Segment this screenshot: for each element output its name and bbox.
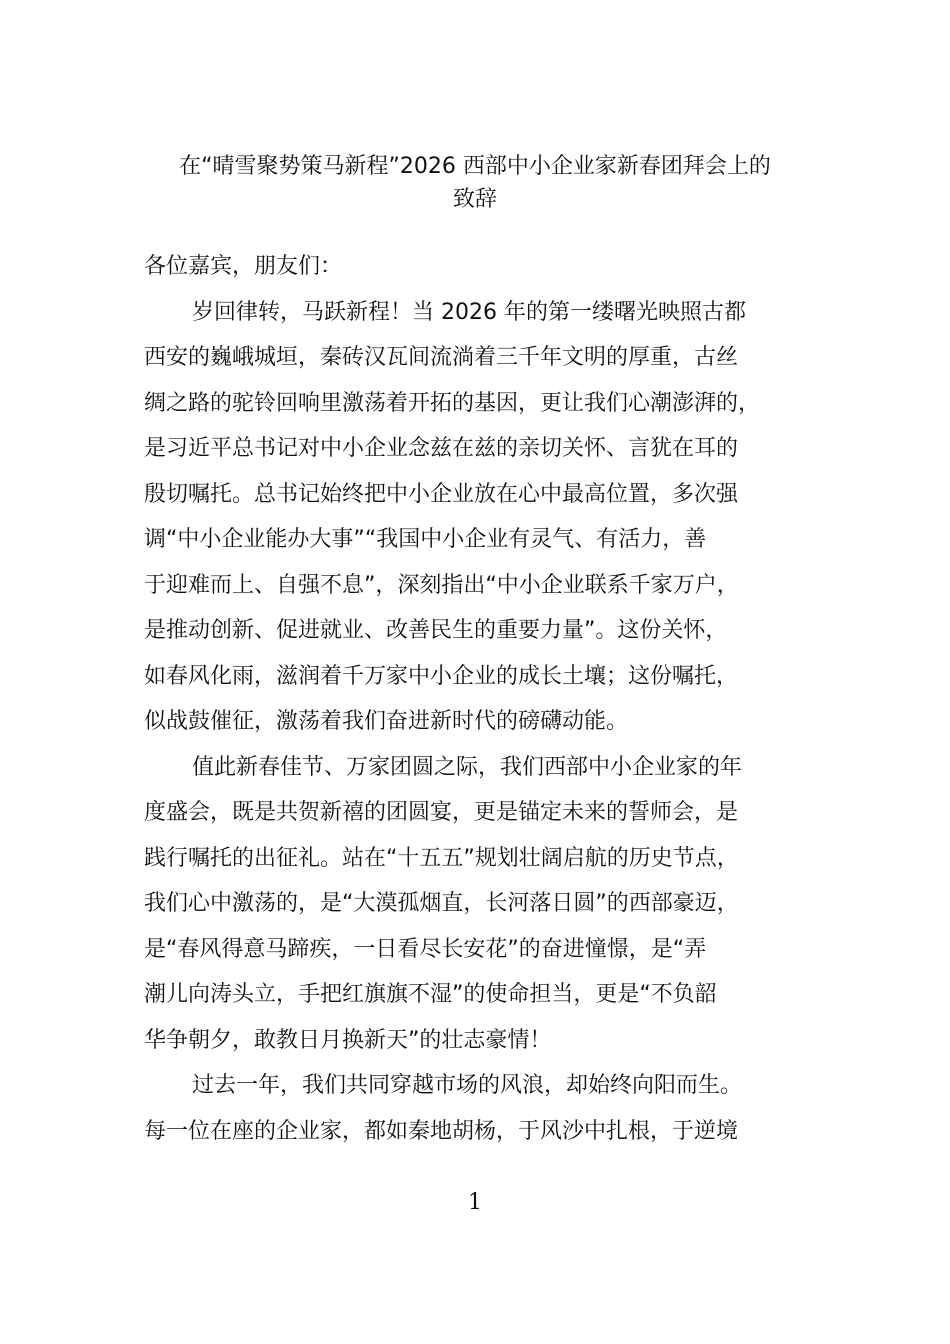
title-line: 致辞 <box>452 187 497 212</box>
paragraph-1 <box>144 290 806 745</box>
text-line: 殷切嘱托。总书记始终把中小企业放在心中最高位置，多次强 <box>144 481 739 507</box>
title-line: 在“晴雪聚势策马新程”2026 西部中小企业家新春团拜会上的 <box>179 154 771 179</box>
text-line: 每一位在座的企业家，都如秦地胡杨，于风沙中扎根，于逆境 <box>144 1118 739 1144</box>
text-line: 岁回律转，马跃新程！当 2026 年的第一缕曙光映照古都 <box>192 299 746 325</box>
text-line: 绸之路的驼铃回响里激荡着开拓的基因，更让我们心潮澎湃的， <box>144 390 761 416</box>
text-line: 华争朝夕，敢教日月换新天”的壮志豪情！ <box>144 1027 552 1053</box>
text-line: 如春风化雨，滋润着千万家中小企业的成长土壤；这份嘱托， <box>144 663 739 689</box>
text-line: 是习近平总书记对中小企业念兹在兹的亲切关怀、言犹在耳的 <box>144 436 739 461</box>
text-line: 似战鼓催征，激荡着我们奋进新时代的磅礴动能。 <box>144 709 629 734</box>
paragraph-2 <box>144 745 806 1064</box>
text-line: 是“春风得意马蹄疾，一日看尽长安花”的奋进憧憬，是“弄 <box>144 936 707 962</box>
text-line: 度盛会，既是共贺新禧的团圆宴，更是锚定未来的誓师会，是 <box>144 800 739 825</box>
text-line: 调“中小企业能办大事”“我国中小企业有灵气、有活力，善 <box>144 527 707 552</box>
text-line: 潮儿向涛头立，手把红旗旗不湿”的使命担当，更是“不负韶 <box>144 982 717 1007</box>
page-title <box>140 150 810 216</box>
document-body <box>144 244 806 1154</box>
text-line: 于迎难而上、自强不息”，深刻指出“中小企业联系千家万户， <box>144 572 739 598</box>
paragraph-3 <box>144 1063 806 1154</box>
text-line: 践行嘱托的出征礼。站在“十五五”规划壮阔启航的历史节点， <box>144 845 739 871</box>
text-line: 过去一年，我们共同穿越市场的风浪，却始终向阳而生。 <box>192 1073 743 1098</box>
text-line: 是推动创新、促进就业、改善民生的重要力量”。这份关怀， <box>144 618 728 643</box>
text-line: 值此新春佳节、万家团圆之际，我们西部中小企业家的年 <box>192 754 743 780</box>
text-line: 我们心中激荡的，是“大漠孤烟直，长河落日圆”的西部豪迈， <box>144 891 739 916</box>
page-number: 1 <box>468 1190 482 1215</box>
text-line: 西安的巍峨城垣，秦砖汉瓦间流淌着三千年文明的厚重，古丝 <box>144 345 739 370</box>
salutation: 各位嘉宾，朋友们： <box>144 254 343 279</box>
